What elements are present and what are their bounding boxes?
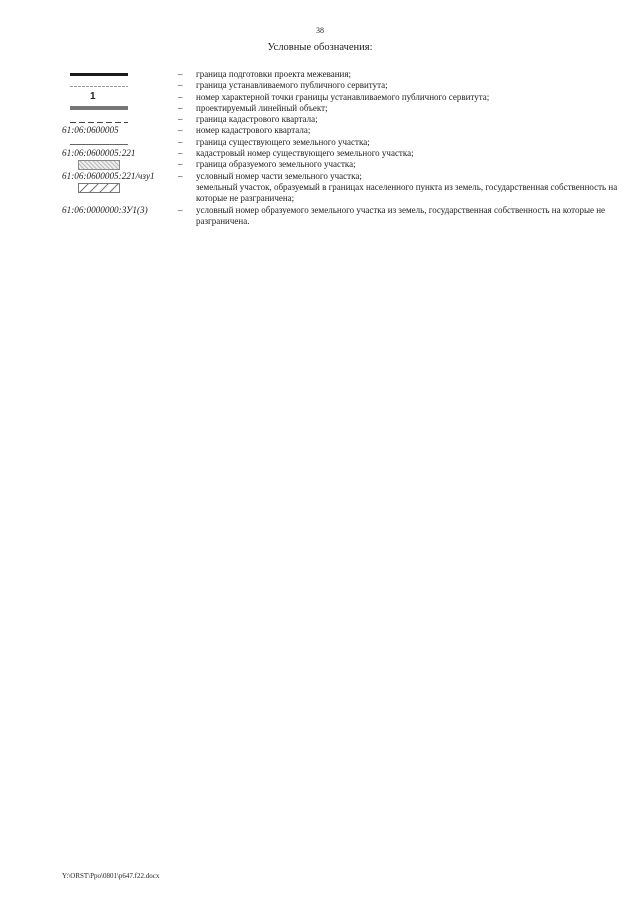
legend-description: условный номер образуемого земельного участка из земель, государственная собственность на которые не разграничена. — [196, 204, 606, 226]
symbol-text: 61:06:0600005:221 — [62, 148, 136, 159]
legend-row — [60, 148, 620, 159]
dash: – — [178, 204, 183, 215]
legend-description: проектируемый линейный объект; — [196, 102, 328, 113]
symbol-existing-parcel-boundary — [60, 137, 178, 148]
gray-line-icon — [70, 106, 128, 110]
legend-list — [60, 69, 620, 227]
legend-description: граница образуемого земельного участка; — [196, 159, 356, 170]
symbol-servitude-boundary — [60, 80, 178, 91]
symbol-boundary-project — [60, 69, 178, 80]
dash: – — [178, 80, 183, 91]
dash: – — [178, 69, 183, 79]
slashed-box-icon — [78, 183, 120, 193]
legend-description: граница устанавливаемого публичного сервитута; — [196, 80, 388, 91]
legend-description: граница кадастрового квартала; — [196, 114, 318, 125]
symbol-text: 61:06:0600005:221/чзу1 — [62, 170, 155, 181]
legend-description: граница существующего земельного участка; — [196, 136, 370, 147]
thick-line-icon — [70, 73, 128, 76]
symbol-point-number — [60, 92, 178, 103]
symbol-new-parcel-boundary — [60, 159, 178, 170]
dash: – — [178, 170, 183, 181]
legend-description: земельный участок, образуемый в границах населенного пункта из земель, государственная собственность на которые не разграничена; — [196, 181, 618, 204]
legend-row — [60, 137, 620, 148]
legend-description: кадастровый номер существующего земельного участка; — [196, 148, 414, 159]
hatched-box-icon — [78, 160, 120, 170]
legend-row — [60, 103, 620, 114]
legend-description: номер характерной точки границы устанавливаемого публичного сервитута; — [196, 91, 490, 102]
legend-description: номер кадастрового квартала; — [196, 125, 311, 136]
legend-row — [60, 205, 620, 228]
legend-row — [60, 182, 620, 205]
thin-line-icon — [70, 144, 128, 145]
legend-row — [60, 69, 620, 80]
dash: – — [178, 159, 183, 170]
symbol-settlement-parcel — [60, 182, 178, 193]
dashed-line-icon — [70, 86, 128, 87]
symbol-part-number — [60, 171, 178, 182]
legend-row — [60, 171, 620, 182]
legend-description: условный номер части земельного участка; — [196, 170, 362, 181]
legend-row — [60, 114, 620, 125]
dash: – — [178, 148, 183, 159]
symbol-cadastral-block-number — [60, 125, 178, 136]
dash-line-icon — [70, 122, 128, 123]
point-number-label: 1 — [90, 90, 96, 102]
symbol-new-parcel-number — [60, 205, 178, 216]
symbol-linear-object — [60, 103, 178, 114]
symbol-cadastral-block-boundary — [60, 114, 178, 125]
page-number: 38 — [316, 26, 324, 35]
file-path-footer: Y:\ORST\Ppo\0801\p647.f22.docx — [62, 872, 160, 880]
symbol-text: 61:06:0000000:ЗУ1(3) — [62, 204, 148, 215]
dash: – — [178, 102, 183, 113]
legend-row — [60, 125, 620, 136]
dash: – — [178, 125, 183, 136]
dash: – — [178, 136, 183, 147]
dash: – — [178, 91, 183, 102]
symbol-cadastral-number — [60, 148, 178, 159]
legend-description: граница подготовки проекта межевания; — [196, 69, 352, 79]
legend-row — [60, 159, 620, 170]
legend-row — [60, 80, 620, 91]
legend-title: Условные обозначения: — [267, 42, 373, 53]
symbol-text: 61:06:0600005 — [62, 125, 119, 136]
dash: – — [178, 114, 183, 125]
legend-row — [60, 92, 620, 103]
